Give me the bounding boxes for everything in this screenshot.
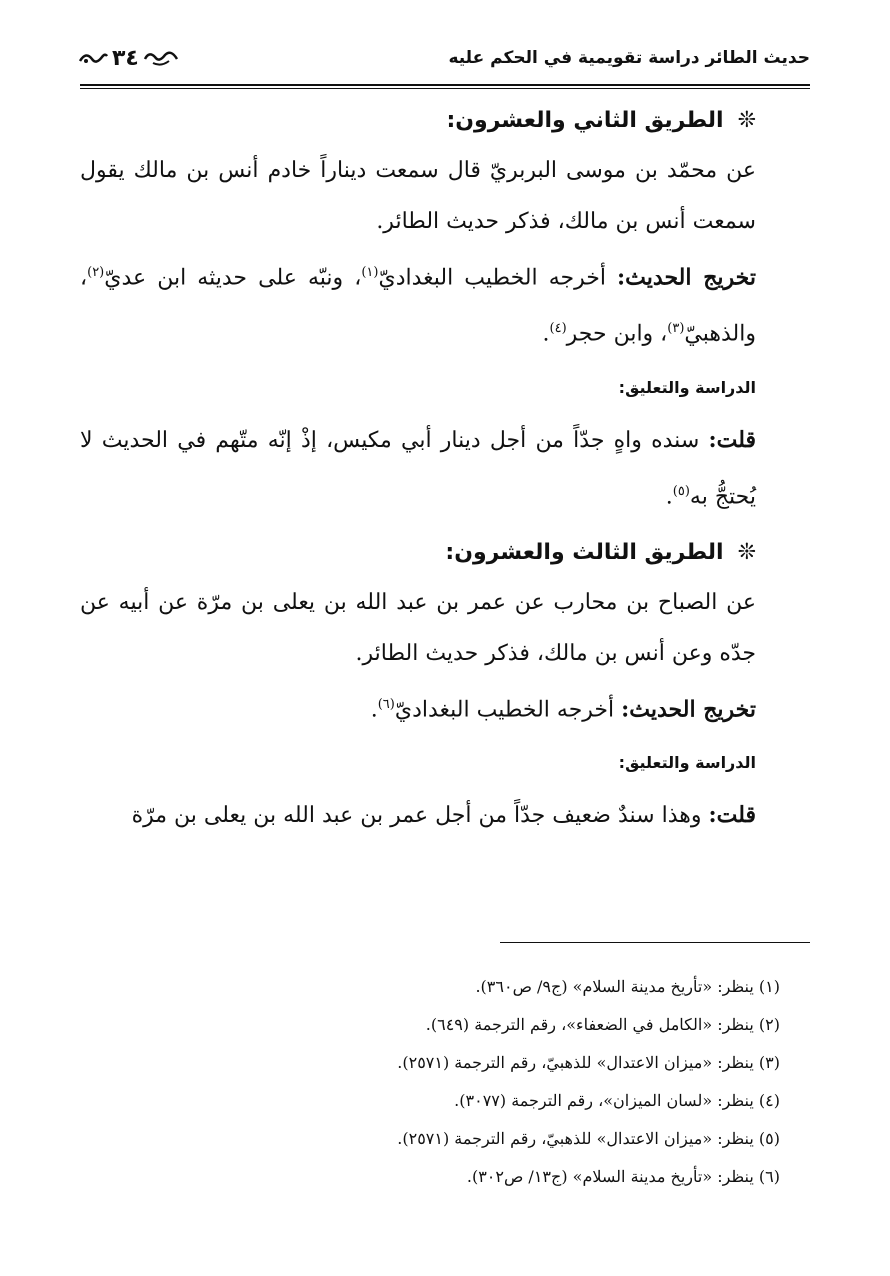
footnote-item: (١) ينظر: «تأريخ مدينة السلام» (ج٩/ ص٣٦٠). <box>475 977 780 996</box>
takhrij-paragraph: تخريج الحديث: أخرجه الخطيب البغداديّ$^{(٦)}$. <box>370 696 756 723</box>
footnotes <box>80 968 780 1196</box>
narration-paragraph: عن الصباح بن محارب عن عمر بن عبد الله بن يعلى بن مرّة عن أبيه عن جدّه وعن أنس بن مالك، فذكر حديث الطائر. <box>80 589 756 666</box>
page-number-block <box>78 46 179 71</box>
footnote-ref[interactable]: (٦) <box>377 696 395 712</box>
page-number: ٣٤ <box>112 45 139 71</box>
footnote-item: (٤) ينظر: «لسان الميزان»، رقم الترجمة (٣٠٧٧). <box>454 1091 780 1110</box>
study-heading: الدراسة والتعليق: <box>618 753 756 773</box>
footnote-ref[interactable]: (٣) <box>667 321 685 337</box>
main-content <box>80 100 810 841</box>
footnote-item: (٢) ينظر: «الكامل في الضعفاء»، رقم الترجمة (٦٤٩). <box>425 1015 780 1034</box>
running-header <box>78 36 810 80</box>
section-heading-23: ❊ الطريق الثالث والعشرون: <box>445 539 756 565</box>
footnote-ref[interactable]: (٤) <box>549 321 567 337</box>
footnote-item: (٣) ينظر: «ميزان الاعتدال» للذهبيّ، رقم الترجمة (٢٥٧١). <box>397 1053 780 1072</box>
footnote-item: (٦) ينظر: «تأريخ مدينة السلام» (ج١٣/ ص٣٠٢). <box>466 1167 780 1186</box>
ornament-icon <box>78 47 108 69</box>
section-heading-22: ❊ الطريق الثاني والعشرون: <box>446 108 756 133</box>
comment-paragraph: قلت: سنده واهٍ جدّاً من أجل دينار أبي مكيس، إذْ إنّه متّهم في الحديث لا يُحتجُّ به$^{(٥)}$. <box>80 426 756 509</box>
comment-paragraph: قلت: وهذا سندٌ ضعيف جدّاً من أجل عمر بن عبد الله بن يعلى بن مرّة <box>131 802 756 829</box>
asterism-icon: ❊ <box>737 108 756 133</box>
footnote-separator <box>500 942 810 943</box>
asterism-icon: ❊ <box>737 539 756 565</box>
footnote-ref[interactable]: (١) <box>361 265 379 280</box>
study-heading: الدراسة والتعليق: <box>618 377 756 397</box>
takhrij-paragraph: تخريج الحديث: أخرجه الخطيب البغداديّ$^{(١)}$، ونبّه على حديثه ابن عديّ$^{(٢)}$، والذهبيّ$^{(٣)}$، وابن حجر$^{(٤)}$. <box>80 264 757 347</box>
ornament-icon <box>143 47 179 69</box>
narration-paragraph: عن محمّد بن موسى البربريّ قال سمعت ديناراً خادم أنس بن مالك يقول سمعت أنس بن مالك، فذكر حديث الطائر. <box>80 158 756 234</box>
footnote-ref[interactable]: (٢) <box>87 265 105 280</box>
header-rule-thin <box>80 88 810 89</box>
header-rule <box>80 84 810 86</box>
footnote-item: (٥) ينظر: «ميزان الاعتدال» للذهبيّ، رقم الترجمة (٢٥٧١). <box>397 1129 780 1148</box>
footnote-ref[interactable]: (٥) <box>672 483 690 499</box>
running-title: حديث الطائر دراسة تقويمية في الحكم عليه <box>448 48 810 68</box>
